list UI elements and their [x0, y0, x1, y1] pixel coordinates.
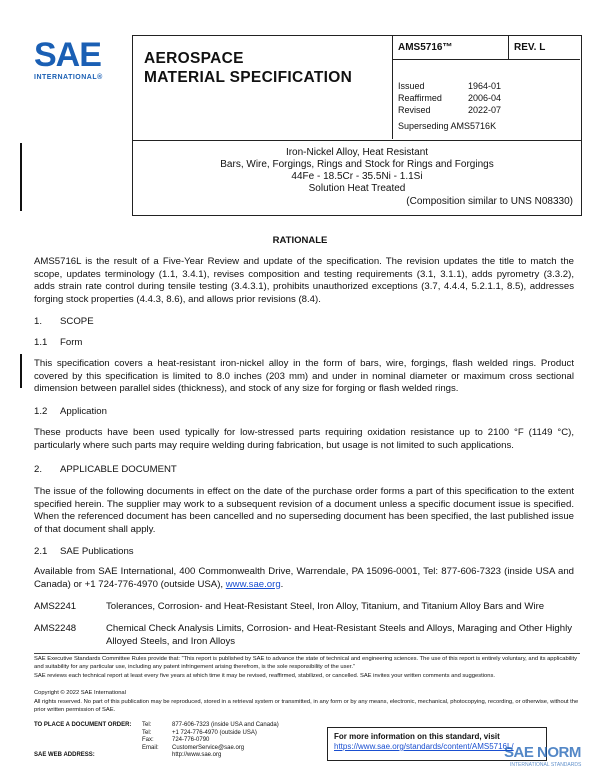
section-title: SAE Publications — [60, 546, 134, 557]
title-line: Solution Heat Treated — [308, 183, 406, 194]
date-row-revised — [398, 104, 548, 116]
date-row-issued — [398, 80, 548, 92]
revision-bar — [20, 143, 22, 211]
standard-link[interactable]: https://www.sae.org/standards/content/AMS5716L/ — [334, 742, 514, 751]
sae-website-link[interactable]: www.sae.org — [225, 578, 281, 590]
reference-code: AMS2248 — [34, 623, 77, 634]
web-value[interactable]: http://www.sae.org — [172, 752, 222, 758]
section-heading — [34, 546, 134, 557]
rationale-text: AMS5716L is the result of a Five-Year Review and update of the specification. The revision updates the title to match the scope, updates terminology (1.1, 3.4.1), revises composition and testing requirements (3.1, 3.1.1), adds pyrometry (3.3.2), adds strain rate control during tensile testing (3.4.3.1), prohibits unauthorized exceptions (3.7, 4.4.4, 5.2.1.1, 8.5), addresses forging stock properties (4.4.3, 8.6), and allows prior revisions (8.4). — [34, 256, 574, 305]
date-row-reaffirmed — [398, 92, 548, 104]
section-number: 2. — [34, 464, 43, 475]
composition-note: (Composition similar to UNS N08330) — [406, 196, 573, 207]
reference-item — [34, 601, 574, 614]
title-block — [132, 139, 582, 216]
section-number: 1.2 — [34, 406, 48, 417]
web-label: SAE WEB ADDRESS: — [34, 752, 95, 758]
logo-mark: SAE — [34, 36, 101, 74]
footer-review: SAE reviews each technical report at least every five years at which time it may be revised, reaffirmed, stabilized, or cancelled. SAE invites your written comments and suggestions. — [34, 673, 495, 679]
watermark-logo: SAE NORM — [504, 744, 581, 761]
reference-item — [34, 623, 574, 648]
section-number: 2.1 — [34, 546, 48, 557]
reference-title: Tolerances, Corrosion- and Heat-Resistant Steel, Iron Alloy, Titanium, and Titanium Alloy Bars and Wire — [106, 601, 545, 612]
footer-divider — [34, 653, 580, 654]
sae-logo — [34, 38, 118, 81]
section-heading — [34, 337, 82, 348]
footer-rights: All rights reserved. No part of this publication may be reproduced, stored in a retrieval system or transmitted, in any form or by any means, electronic, mechanical, photocopying, recording, or otherwise, without the prior written permission of SAE. — [34, 699, 579, 713]
section-title: Form — [60, 337, 83, 348]
rev-divider — [508, 35, 509, 59]
reference-code: AMS2241 — [34, 601, 77, 612]
email-label: Email: — [142, 744, 159, 751]
logo-subtitle: INTERNATIONAL® — [34, 74, 103, 81]
order-label: TO PLACE A DOCUMENT ORDER: — [34, 722, 132, 728]
date-label: Reaffirmed — [398, 93, 442, 103]
rationale-heading: RATIONALE — [272, 235, 328, 246]
tel-value: +1 724-776-4970 (outside USA) — [172, 729, 257, 736]
tel-value: 877-606-7323 (inside USA and Canada) — [172, 722, 279, 728]
section-title: SCOPE — [60, 316, 94, 327]
title-line: Iron-Nickel Alloy, Heat Resistant — [285, 147, 429, 158]
watermark-subtitle: INTERNATIONAL STANDARDS — [510, 762, 582, 768]
revision-label: REV. L — [514, 42, 546, 53]
date-table — [398, 80, 548, 116]
section-text: This specification covers a heat-resistant iron-nickel alloy in the form of bars, wire, forgings, flash welded rings. Product covered by this specification is limited to 8.0 inches (203 mm) and under in nominal diameter or maximum cross sectional dimension between parallel sides (thickness), and stock of any size for forging or flash welded rings. — [34, 358, 574, 394]
section-text: The issue of the following documents in effect on the date of the purchase order forms a part of this specification to the extent specified herein. The supplier may work to a subsequent revision of a document unless a specific document issue is specified. When the referenced document has been cancelled and no superseding document has been specified, the last published issue of that document shall apply. — [34, 486, 574, 535]
section-title: APPLICABLE DOCUMENT — [60, 464, 177, 475]
fax-label: Fax: — [142, 737, 154, 743]
footer-copyright: Copyright © 2022 SAE International — [34, 690, 126, 696]
date-value: 1964-01 — [468, 81, 502, 91]
date-value: 2006-04 — [468, 93, 502, 103]
footer-rules: SAE Executive Standards Committee Rules provide that: “This report is published by SAE to advance the state of technical and engineering sciences. The use of this report is entirely voluntary, and its applicability and suitability for any particular use, including any patent infringement arising therefrom, is the sole responsibility of the user.” — [34, 656, 578, 670]
publication-source-text: Available from SAE International, 400 Commonwealth Drive, Warrendale, PA 15096-0001, Tel: 877-606-7323 (inside USA and Canada) or +1 724-776-4970 (outside USA), — [34, 566, 574, 590]
spec-number: AMS5716™ — [398, 42, 453, 53]
spec-divider — [392, 59, 580, 60]
reference-title: Chemical Check Analysis Limits, Corrosion- and Heat-Resistant Steels and Alloys, Maraging and Other Highly Alloyed Steels, and Iron Alloys — [106, 623, 573, 647]
tel-label: Tel: — [142, 722, 152, 728]
revision-bar — [20, 354, 22, 388]
doc-type-line2: MATERIAL SPECIFICATION — [144, 69, 353, 86]
doc-type-line1: AEROSPACE — [144, 50, 244, 67]
title-line: 44Fe - 18.5Cr - 35.5Ni - 1.1Si — [291, 171, 423, 182]
section-text: These products have been used typically for low-stressed parts requiring oxidation resistance up to 2100 °F (1149 °C), particularly where such parts may require welding during fabrication, but usage is not limited to such applications. — [34, 427, 574, 451]
section-heading — [34, 406, 107, 417]
section-heading — [34, 316, 94, 327]
fax-value: 724-776-0790 — [172, 737, 210, 743]
section-number: 1.1 — [34, 337, 48, 348]
date-value: 2022-07 — [468, 105, 502, 115]
title-cell — [132, 35, 393, 139]
order-contact — [34, 722, 279, 760]
date-label: Revised — [398, 105, 431, 115]
email-value[interactable]: CustomerService@sae.org — [172, 744, 245, 751]
title-line: Bars, Wire, Forgings, Rings and Stock for Rings and Forgings — [220, 159, 494, 170]
section-heading — [34, 464, 177, 475]
info-box-text: For more information on this standard, visit — [334, 732, 500, 741]
section-text: Available from SAE International, 400 Commonwealth Drive, Warrendale, PA 15096-0001, Tel: 877-606-7323 (inside USA and Canada) or +1 724-776-4970 (outside USA), www.sae.org. — [34, 566, 574, 590]
section-number: 1. — [34, 316, 43, 327]
tel-label: Tel: — [142, 729, 152, 736]
date-label: Issued — [398, 81, 425, 91]
section-title: Application — [60, 406, 107, 417]
superseding-note: Superseding AMS5716K — [398, 121, 497, 131]
